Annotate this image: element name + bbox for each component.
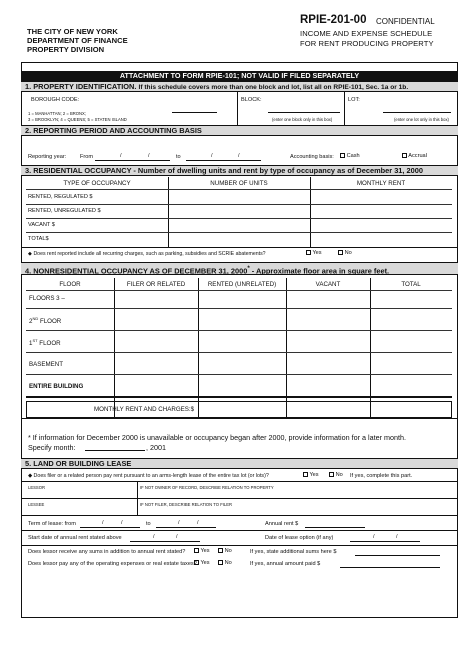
col-rent-header: MONTHLY RENT <box>356 180 406 187</box>
row-total: TOTAL$ <box>28 236 49 242</box>
reporting-year-label: Reporting year: <box>28 154 67 160</box>
recurring-yes-option[interactable] <box>306 250 322 256</box>
row-second-floor <box>29 316 61 325</box>
monthly-rent-row <box>26 401 452 418</box>
cash-checkbox[interactable] <box>340 153 345 158</box>
operating-expenses-question: Does lessor pay any of the operating expenses or real estate taxes? <box>28 561 197 567</box>
first-floor-suffix: ST <box>32 338 38 343</box>
second-floor-word: FLOOR <box>38 318 62 326</box>
option-date-field[interactable] <box>350 533 420 542</box>
yes-label: Yes <box>309 472 319 478</box>
lot-note: (enter one lot only in this box) <box>394 117 449 122</box>
operating-expenses-field[interactable] <box>340 559 440 568</box>
to-label: to <box>176 154 181 160</box>
recurring-charges-question: ◆ Does rent reported include all recurring charges, such as parking, subsidies and SCRIE abatements? <box>28 251 266 257</box>
yes-label: Yes <box>200 548 210 554</box>
operating-expenses-yes[interactable] <box>194 560 210 566</box>
section1-title: 1. PROPERTY IDENTIFICATION. <box>25 82 137 91</box>
col-filer-related: FILER OR RELATED <box>126 281 186 288</box>
division-name: PROPERTY DIVISION <box>27 45 105 54</box>
first-floor-word: FLOOR <box>37 340 61 348</box>
operating-expenses-no[interactable] <box>218 560 232 566</box>
to-date-field[interactable] <box>186 152 261 161</box>
specify-month-label: Specify month: <box>28 443 76 452</box>
col-floor: FLOOR <box>59 281 81 288</box>
operating-expenses-yes-checkbox[interactable] <box>194 560 199 565</box>
recurring-no-option[interactable] <box>338 250 352 256</box>
additional-sums-no[interactable] <box>218 548 232 554</box>
accrual-label: Accrual <box>408 153 427 159</box>
col-units-header: NUMBER OF UNITS <box>210 180 268 187</box>
form-title-line1: INCOME AND EXPENSE SCHEDULE <box>300 29 433 38</box>
start-date-label: Start date of annual rent stated above <box>28 535 122 541</box>
accounting-basis-label: Accounting basis: <box>290 154 334 160</box>
col-total: TOTAL <box>401 281 421 288</box>
lease-no-option[interactable] <box>329 472 343 478</box>
residential-table <box>26 177 452 247</box>
no-label: No <box>335 472 343 478</box>
no-label: No <box>224 560 232 566</box>
lease-no-checkbox[interactable] <box>329 472 334 477</box>
section3-header <box>21 165 458 176</box>
additional-sums-tail: If yes, state additional sums here $ <box>250 549 337 555</box>
section1-note: If this schedule covers more than one block and lot, list all on RPIE-101, Sec. 1a or 1b. <box>138 84 409 91</box>
section3-title: 3. RESIDENTIAL OCCUPANCY <box>25 166 132 175</box>
nonresidential-table <box>26 278 452 418</box>
divider <box>237 92 238 125</box>
row-first-floor <box>29 338 61 347</box>
additional-sums-no-checkbox[interactable] <box>218 548 223 553</box>
cash-option[interactable] <box>340 153 360 159</box>
term-to-field[interactable] <box>156 519 216 528</box>
divider <box>344 92 345 125</box>
additional-sums-yes[interactable] <box>194 548 210 554</box>
first-floor-number: 1 <box>29 340 33 348</box>
block-label: BLOCK: <box>241 97 262 103</box>
row-basement: BASEMENT <box>29 361 64 368</box>
city-name: THE CITY OF NEW YORK <box>27 27 118 36</box>
no-label: No <box>224 548 232 554</box>
recurring-no-checkbox[interactable] <box>338 250 343 255</box>
start-date-field[interactable] <box>130 533 200 542</box>
col-type-header: TYPE OF OCCUPANCY <box>63 180 131 187</box>
lessee-label: LESSEE <box>28 502 45 507</box>
attachment-banner: ATTACHMENT TO FORM RPIE-101; NOT VALID IF FILED SEPARATELY <box>21 71 458 81</box>
row-vacant: VACANT $ <box>28 222 55 228</box>
footnote: * If information for December 2000 is unavailable or occupancy began after 2000, provide information for a later month. <box>28 433 406 442</box>
from-date-field[interactable] <box>95 152 170 161</box>
lessor-label: LESSOR <box>28 485 45 490</box>
borough-codes-line2: 3 = BROOKLYN; 4 = QUEENS; 5 = STATEN ISLAND <box>28 117 127 122</box>
operating-expenses-no-checkbox[interactable] <box>218 560 223 565</box>
no-label: No <box>344 250 352 256</box>
lease-question-tail: If yes, complete this part. <box>350 473 413 479</box>
term-to-label: to <box>146 521 151 527</box>
col-vacant: VACANT <box>315 281 341 288</box>
section5-header: 5. LAND OR BUILDING LEASE <box>21 458 458 469</box>
accrual-checkbox[interactable] <box>402 153 407 158</box>
specify-month-field[interactable] <box>85 442 145 451</box>
annual-rent-field[interactable] <box>305 519 365 528</box>
lot-field[interactable] <box>383 104 451 113</box>
borough-label: BOROUGH CODE: <box>31 97 80 103</box>
section4-title: 4. NONRESIDENTIAL OCCUPANCY AS OF DECEMBER 31, 2000 <box>25 266 248 276</box>
row-floors-3: FLOORS 3 – <box>29 295 65 302</box>
col-rented-unrelated: RENTED (UNRELATED) <box>207 281 277 288</box>
recurring-yes-checkbox[interactable] <box>306 250 311 255</box>
term-from-label: Term of lease: from <box>28 521 76 527</box>
lease-question-text: Does filer or a related person pay rent pursuant to an arms-length lease of the entire tax lot (or lots)? <box>33 473 269 479</box>
yes-label: Yes <box>200 560 210 566</box>
accrual-option[interactable] <box>402 153 427 159</box>
section4-header <box>21 262 458 275</box>
year-2001: , 2001 <box>146 443 166 452</box>
agency-block <box>27 27 128 54</box>
section3-subtitle: - Number of dwelling units and rent by type of occupancy as of December 31, 2000 <box>133 166 423 175</box>
yes-label: Yes <box>312 250 322 256</box>
row-rented-regulated: RENTED, REGULATED $ <box>28 194 93 200</box>
additional-sums-yes-checkbox[interactable] <box>194 548 199 553</box>
department-name: DEPARTMENT OF FINANCE <box>27 36 128 45</box>
borough-codes-line1: 1 = MANHATTAN; 2 = BRONX; <box>28 111 87 116</box>
second-floor-number: 2 <box>29 318 33 326</box>
section1-header <box>21 81 458 92</box>
term-from-field[interactable] <box>80 519 140 528</box>
section4-subtitle: - Approximate floor area in square feet. <box>251 266 390 276</box>
option-date-label: Date of lease option (if any) <box>265 535 334 541</box>
second-floor-suffix: ND <box>32 316 39 321</box>
confidential-label: CONFIDENTIAL <box>376 17 435 26</box>
from-label: From <box>80 154 94 160</box>
form-id: RPIE-201-00 <box>300 14 367 26</box>
row-rented-unregulated: RENTED, UNREGULATED $ <box>28 208 101 214</box>
section2-header: 2. REPORTING PERIOD AND ACCOUNTING BASIS <box>21 125 458 136</box>
lessee-note: IF NOT FILER, DESCRIBE RELATION TO FILER <box>140 502 233 507</box>
cash-label: Cash <box>346 153 360 159</box>
form-title-line2: FOR RENT PRODUCING PROPERTY <box>300 38 434 48</box>
lease-yes-option[interactable] <box>303 472 319 478</box>
row-entire-building: ENTIRE BUILDING <box>29 383 84 390</box>
block-note: (enter one block only in this box) <box>272 117 333 122</box>
monthly-rent-label: MONTHLY RENT AND CHARGES:$ <box>94 406 195 413</box>
lease-question: ◆ Does filer or a related person pay rent pursuant to an arms-length lease of the entire tax lot (or lots)? <box>28 473 269 479</box>
annual-rent-label: Annual rent $ <box>265 521 299 527</box>
additional-sums-field[interactable] <box>355 547 440 556</box>
operating-expenses-tail: If yes, annual amount paid $ <box>250 561 321 567</box>
lessor-note: IF NOT OWNER OF RECORD, DESCRIBE RELATION TO PROPERTY <box>140 485 274 490</box>
footnote-star: * <box>247 265 250 272</box>
recurring-charges-text: Does rent reported include all recurring charges, such as parking, subsidies and SCRIE abatements? <box>33 251 266 257</box>
borough-code-field[interactable] <box>172 104 217 113</box>
lot-label: LOT: <box>348 97 360 103</box>
lease-yes-checkbox[interactable] <box>303 472 308 477</box>
additional-sums-question: Does lessor receive any sums in addition to annual rent stated? <box>28 549 186 555</box>
block-field[interactable] <box>268 104 340 113</box>
form-title <box>300 29 434 48</box>
